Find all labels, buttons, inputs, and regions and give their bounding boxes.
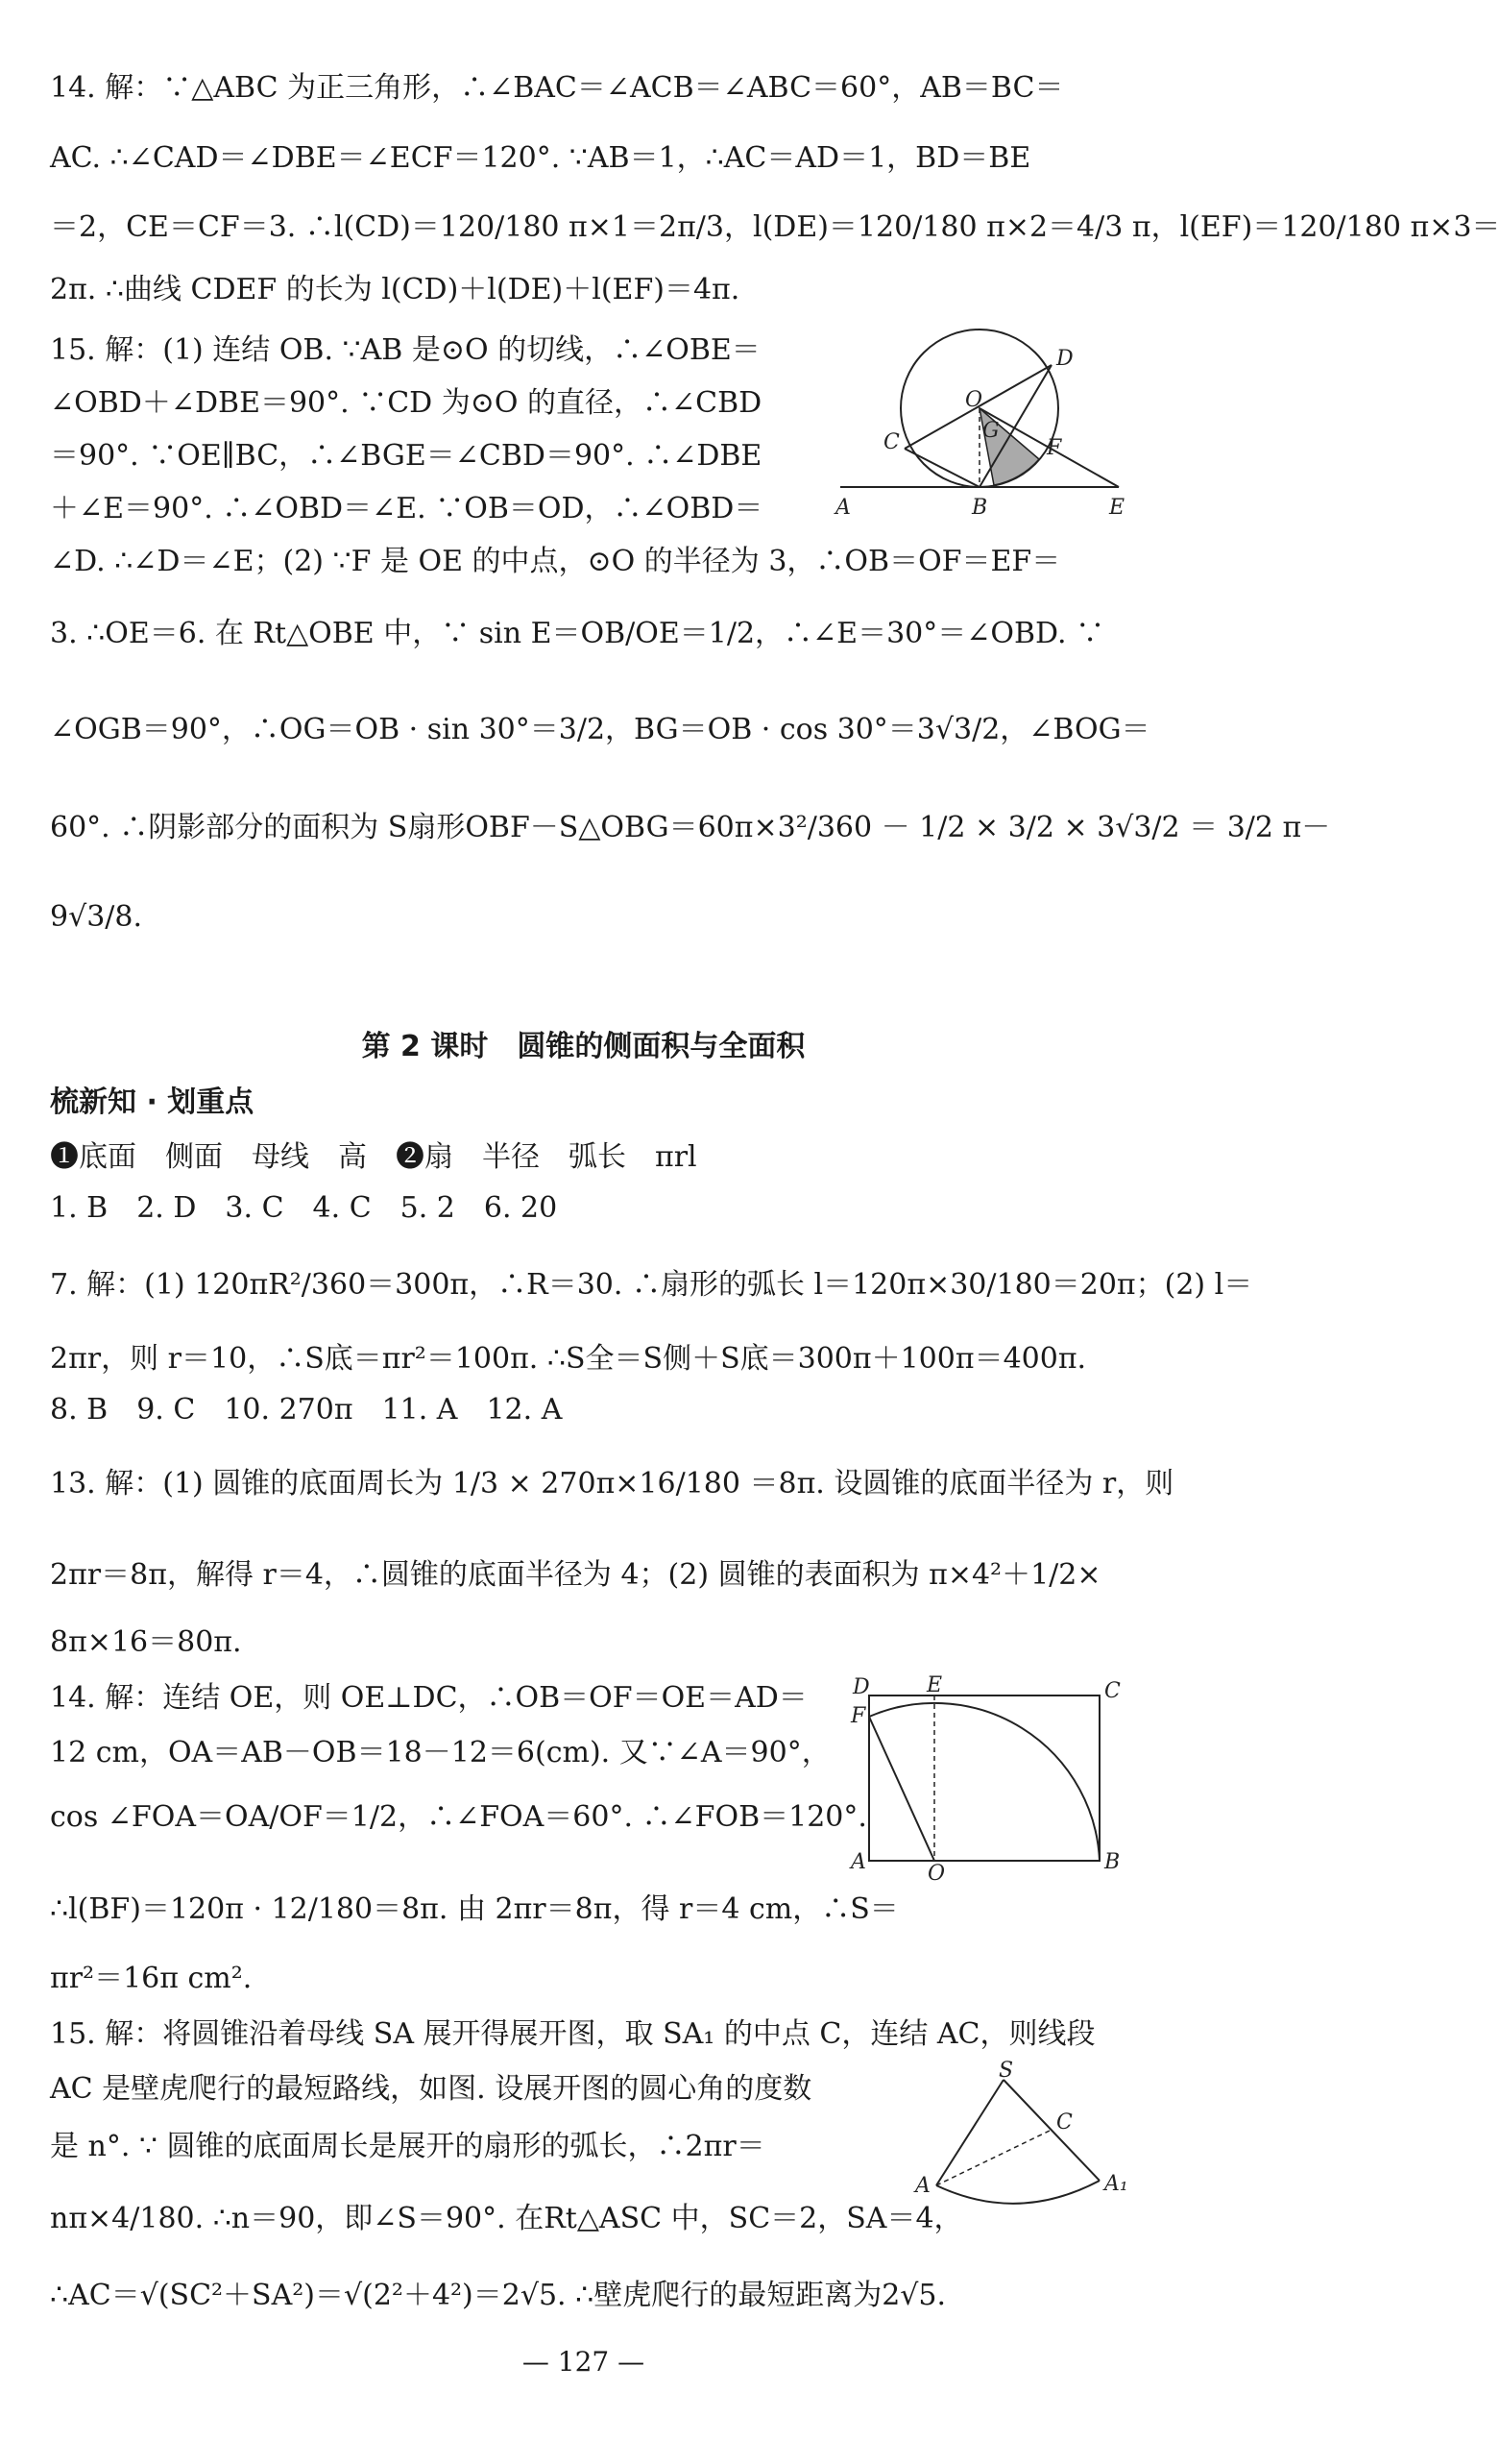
figure-label: G: [982, 419, 1000, 443]
figure-label: C: [883, 430, 900, 454]
figure-label: D: [853, 1675, 870, 1699]
figure-label: S: [999, 2059, 1014, 2083]
text-line: 15. 解：将圆锥沿着母线 SA 展开得展开图，取 SA₁ 的中点 C，连结 AC，则线段: [50, 2017, 1096, 2051]
figure-label: O: [965, 388, 983, 412]
text-line: 14. 解：∵△ABC 为正三角形，∴∠BAC＝∠ACB＝∠ABC＝60°，AB＝BC＝: [50, 71, 1064, 105]
figure-label: B: [972, 496, 988, 520]
text-line: ∠OGB＝90°，∴OG＝OB · sin 30°＝3/2，BG＝OB · cos 30°＝3√3/2，∠BOG＝: [50, 713, 1150, 746]
figure-label: B: [1104, 1850, 1121, 1874]
text-line: 13. 解：(1) 圆锥的底面周长为 1/3 × 270π×16/180 ＝8π. 设圆锥的底面半径为 r，则: [50, 1467, 1174, 1500]
text-line: 3. ∴OE＝6. 在 Rt△OBE 中，∵ sin E＝OB/OE＝1/2，∴∠E＝30°＝∠OBD. ∵: [50, 617, 1105, 650]
geometry-figure-circle: [826, 341, 1133, 528]
figure-label: C: [1056, 2110, 1073, 2135]
figure-label: O: [928, 1862, 946, 1886]
text-line: 9√3/8.: [50, 900, 143, 934]
text-line: AC 是壁虎爬行的最短路线，如图. 设展开图的圆心角的度数: [50, 2072, 812, 2106]
text-line: ∠OBD＋∠DBE＝90°. ∵CD 为⊙O 的直径，∴∠CBD: [50, 386, 762, 420]
page-number: — 127 —: [521, 2346, 645, 2378]
text-line: 60°. ∴阴影部分的面积为 S扇形OBF－S△OBG＝60π×3²/360 － 1/2 × 3/2 × 3√3/2 ＝ 3/2 π－: [50, 811, 1331, 844]
figure-label: A: [915, 2174, 931, 2198]
figure-label: E: [1109, 496, 1125, 520]
text-line: nπ×4/180. ∴n＝90，即∠S＝90°. 在Rt△ASC 中，SC＝2，SA＝4，: [50, 2202, 963, 2235]
text-line: πr²＝16π cm².: [50, 1962, 253, 1995]
text-line: 是 n°. ∵ 圆锥的底面周长是展开的扇形的弧长，∴2πr＝: [50, 2130, 765, 2163]
text-line: 8π×16＝80π.: [50, 1625, 242, 1659]
text-line: ＝2，CE＝CF＝3. ∴l(CD)＝120/180 π×1＝2π/3，l(DE)＝120/180 π×2＝4/3 π，l(EF)＝120/180 π×3＝: [50, 210, 1500, 244]
figure-label: C: [1104, 1679, 1121, 1703]
text-line: 14. 解：连结 OE，则 OE⊥DC，∴OB＝OF＝OE＝AD＝: [50, 1681, 808, 1715]
text-line: 7. 解：(1) 120πR²/360＝300π，∴R＝30. ∴扇形的弧长 l＝120π×30/180＝20π；(2) l＝: [50, 1268, 1253, 1302]
figure-label: F: [851, 1704, 866, 1728]
figure-label: F: [1047, 436, 1062, 460]
figure-label: E: [927, 1673, 943, 1697]
figure-label: D: [1056, 347, 1074, 371]
text-line: ＝90°. ∵OE∥BC，∴∠BGE＝∠CBD＝90°. ∴∠DBE: [50, 439, 762, 473]
text-line: AC. ∴∠CAD＝∠DBE＝∠ECF＝120°. ∵AB＝1，∴AC＝AD＝1，BD＝BE: [50, 141, 1031, 175]
text-line: ∴l(BF)＝120π · 12/180＝8π. 由 2πr＝8π，得 r＝4 cm，∴S＝: [50, 1892, 899, 1926]
figure-label: A: [835, 496, 851, 520]
subsection-heading: 梳新知 · 划重点: [50, 1086, 254, 1119]
geometry-figure-sector: [907, 2059, 1128, 2219]
text-line: 2πr＝8π，解得 r＝4，∴圆锥的底面半径为 4；(2) 圆锥的表面积为 π×4²＋1/2×: [50, 1558, 1101, 1592]
geometry-figure-rectangle: [845, 1673, 1133, 1886]
text-line: 12 cm，OA＝AB－OB＝18－12＝6(cm). 又∵∠A＝90°，: [50, 1736, 831, 1769]
text-line: ∠D. ∴∠D＝∠E；(2) ∵F 是 OE 的中点，⊙O 的半径为 3，∴OB＝OF＝EF＝: [50, 545, 1061, 578]
figure-label: A₁: [1104, 2172, 1128, 2196]
text-line: ＋∠E＝90°. ∴∠OBD＝∠E. ∵OB＝OD，∴∠OBD＝: [50, 492, 763, 525]
section-heading: 第 2 课时 圆锥的侧面积与全面积: [361, 1030, 806, 1063]
text-line: 1. B 2. D 3. C 4. C 5. 2 6. 20: [50, 1191, 558, 1225]
text-line: ∴AC＝√(SC²＋SA²)＝√(2²＋4²)＝2√5. ∴壁虎爬行的最短距离为2√5.: [50, 2279, 947, 2312]
text-line: ❶底面 侧面 母线 高 ❷扇 半径 弧长 πrl: [50, 1140, 697, 1174]
text-line: 2πr，则 r＝10，∴S底＝πr²＝100π. ∴S全＝S侧＋S底＝300π＋100π＝400π.: [50, 1342, 1087, 1376]
text-line: 15. 解：(1) 连结 OB. ∵AB 是⊙O 的切线，∴∠OBE＝: [50, 333, 761, 367]
text-line: cos ∠FOA＝OA/OF＝1/2，∴∠FOA＝60°. ∴∠FOB＝120°.: [50, 1800, 867, 1834]
figure-label: A: [851, 1850, 866, 1874]
text-line: 8. B 9. C 10. 270π 11. A 12. A: [50, 1393, 563, 1427]
text-line: 2π. ∴曲线 CDEF 的长为 l(CD)＋l(DE)＋l(EF)＝4π.: [50, 273, 740, 306]
